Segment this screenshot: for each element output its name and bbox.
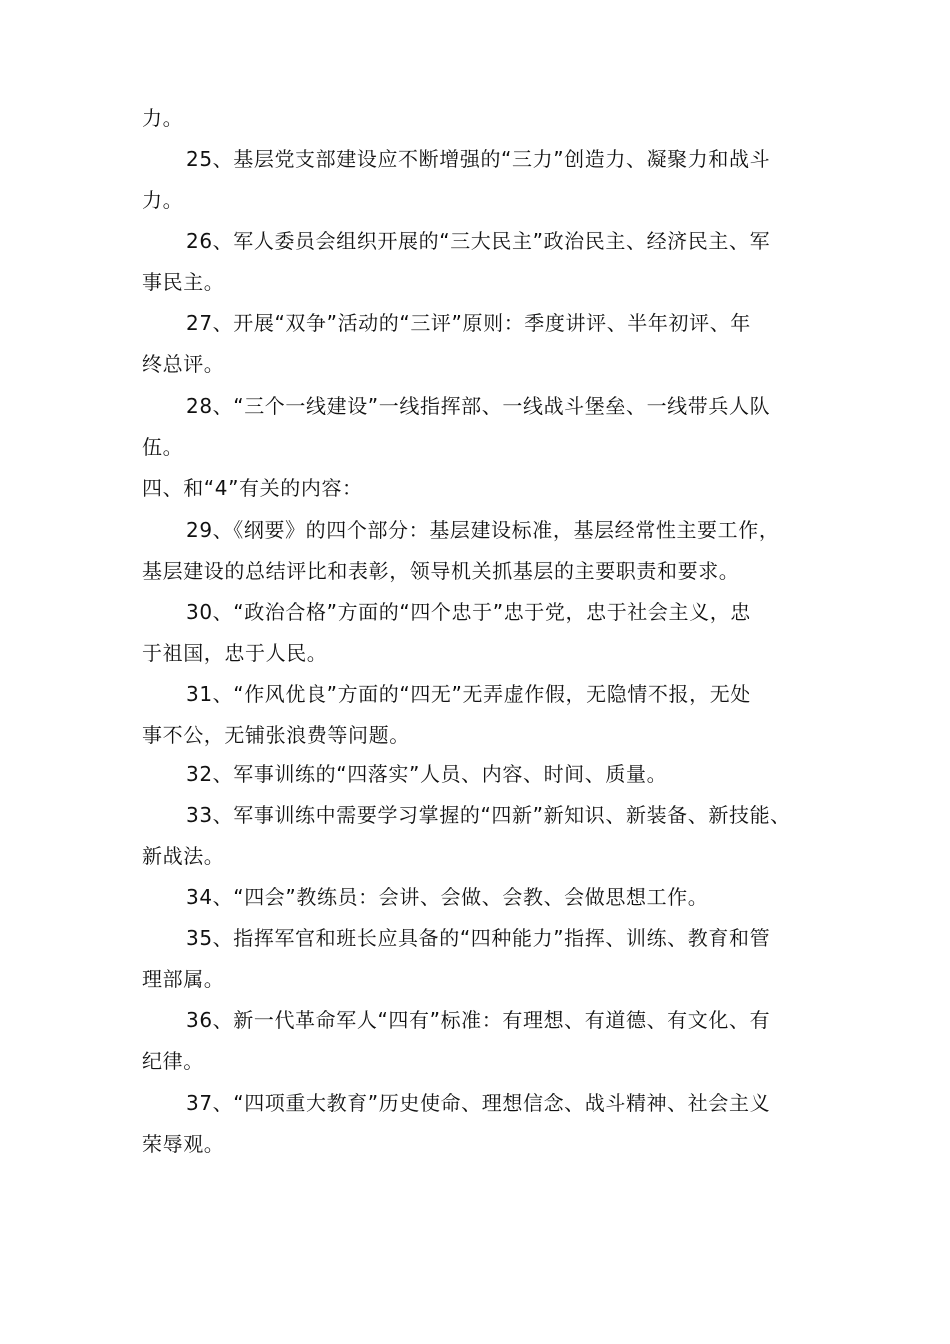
list-item-33: 33、军事训练中需要学习掌握的“四新”新知识、新装备、新技能、 bbox=[186, 803, 791, 827]
text-line: 荣辱观。 bbox=[142, 1132, 225, 1156]
text-line: 新战法。 bbox=[142, 844, 225, 868]
text-line: 纪律。 bbox=[142, 1049, 204, 1073]
section-heading: 四、和“4”有关的内容： bbox=[142, 476, 363, 500]
text-line: 事不公，无铺张浪费等问题。 bbox=[142, 723, 410, 747]
list-item-25: 25、基层党支部建设应不断增强的“三力”创造力、凝聚力和战斗 bbox=[186, 147, 771, 171]
list-item-37: 37、“四项重大教育”历史使命、理想信念、战斗精神、社会主义 bbox=[186, 1091, 771, 1115]
list-item-32: 32、军事训练的“四落实”人员、内容、时间、质量。 bbox=[186, 762, 668, 786]
text-line: 伍。 bbox=[142, 435, 184, 459]
list-item-27: 27、开展“双争”活动的“三评”原则：季度讲评、半年初评、年 bbox=[186, 311, 751, 335]
list-item-28: 28、“三个一线建设”一线指挥部、一线战斗堡垒、一线带兵人队 bbox=[186, 394, 771, 418]
text-line: 基层建设的总结评比和表彰，领导机关抓基层的主要职责和要求。 bbox=[142, 559, 740, 583]
text-line: 于祖国，忠于人民。 bbox=[142, 641, 328, 665]
list-item-30: 30、“政治合格”方面的“四个忠于”忠于党，忠于社会主义，忠 bbox=[186, 600, 751, 624]
text-line: 终总评。 bbox=[142, 352, 225, 376]
list-item-31: 31、“作风优良”方面的“四无”无弄虚作假，无隐情不报，无处 bbox=[186, 682, 751, 706]
text-line: 理部属。 bbox=[142, 967, 225, 991]
list-item-34: 34、“四会”教练员：会讲、会做、会教、会做思想工作。 bbox=[186, 885, 709, 909]
list-item-26: 26、军人委员会组织开展的“三大民主”政治民主、经济民主、军 bbox=[186, 229, 771, 253]
text-line: 力。 bbox=[142, 188, 184, 212]
list-item-29: 29、《纲要》的四个部分：基层建设标准，基层经常性主要工作， bbox=[186, 518, 780, 542]
list-item-36: 36、新一代革命军人“四有”标准：有理想、有道德、有文化、有 bbox=[186, 1008, 771, 1032]
list-item-35: 35、指挥军官和班长应具备的“四种能力”指挥、训练、教育和管 bbox=[186, 926, 771, 950]
text-line: 力。 bbox=[142, 106, 184, 130]
text-line: 事民主。 bbox=[142, 270, 225, 294]
